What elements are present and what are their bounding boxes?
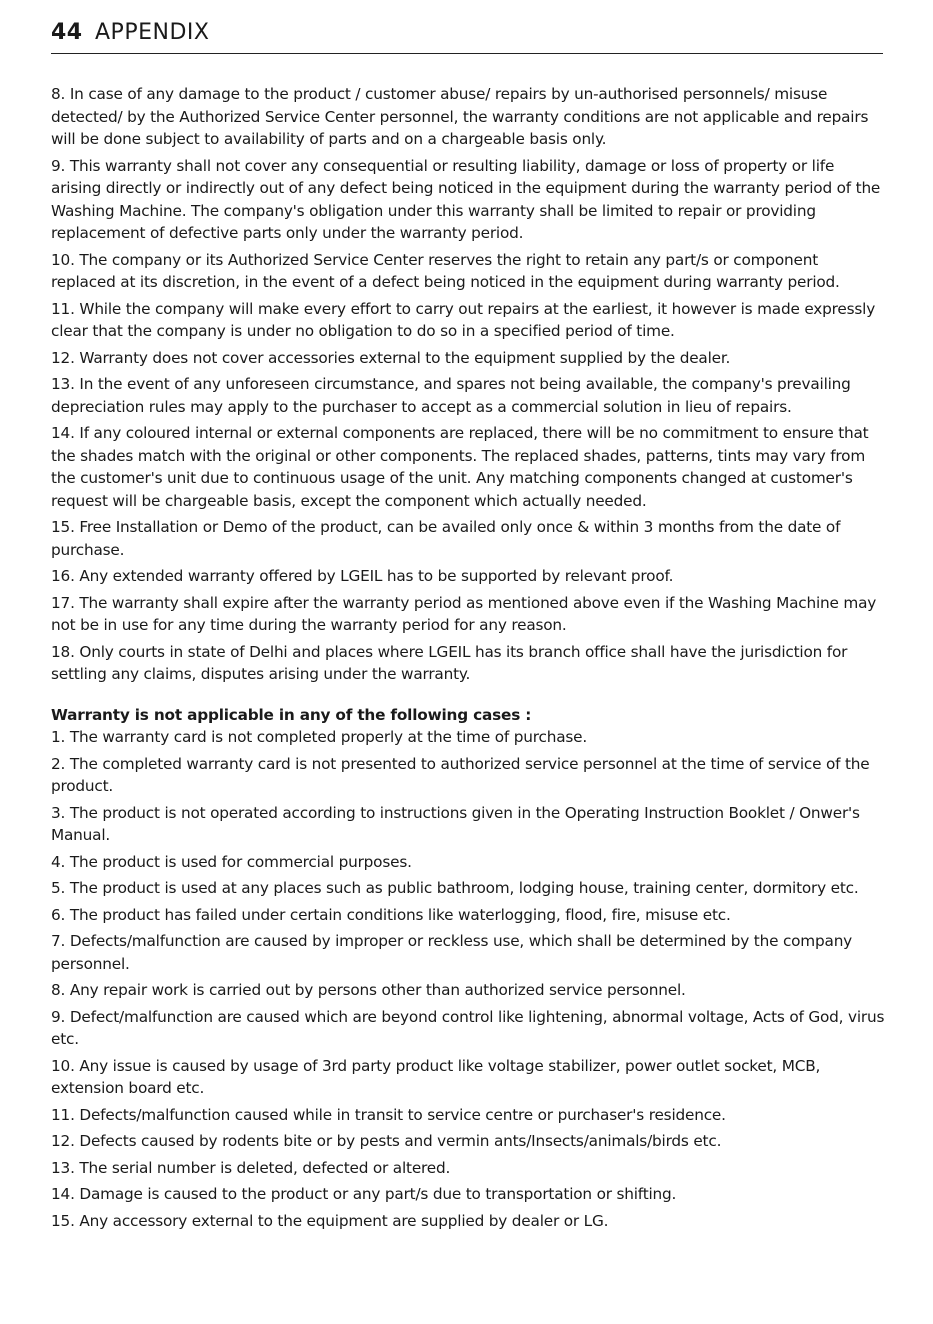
exclusion-item: 13. The serial number is deleted, defected or altered. <box>51 1158 451 1177</box>
exclusion-item: 10. Any issue is caused by usage of 3rd party product like voltage stabilizer, power outlet socket, MCB, extension board etc. <box>51 1056 821 1097</box>
warranty-term: 18. Only courts in state of Delhi and places where LGEIL has its branch office shall have the jurisdiction for settling any claims, disputes arising under the warranty. <box>51 642 848 683</box>
warranty-term: 17. The warranty shall expire after the warranty period as mentioned above even if the Washing Machine may not be in use for any time during the warranty period for any reason. <box>51 593 877 634</box>
exclusion-item: 9. Defect/malfunction are caused which are beyond control like lightening, abnormal voltage, Acts of God, virus etc. <box>51 1007 885 1048</box>
exclusion-item: 7. Defects/malfunction are caused by improper or reckless use, which shall be determined by the company personnel. <box>51 932 853 973</box>
warranty-term: 10. The company or its Authorized Service Center reserves the right to retain any part/s or component replaced at its discretion, in the event of a defect being noticed in the equipment during warranty period. <box>51 250 840 291</box>
warranty-term: 11. While the company will make every effort to carry out repairs at the earliest, it however is made expressly clear that the company is under no obligation to do so in a specified period of time. <box>51 299 876 340</box>
exclusions-list <box>51 726 885 1232</box>
warranty-term: 12. Warranty does not cover accessories external to the equipment supplied by the dealer. <box>51 348 731 367</box>
warranty-term: 16. Any extended warranty offered by LGEIL has to be supported by relevant proof. <box>51 567 674 585</box>
exclusion-item: 3. The product is not operated according to instructions given in the Operating Instruction Booklet / Onwer's Manual. <box>51 803 860 844</box>
exclusion-item: 15. Any accessory external to the equipment are supplied by dealer or LG. <box>51 1211 609 1230</box>
warranty-term: 8. In case of any damage to the product / customer abuse/ repairs by un-authorised personnels/ misuse detected/ by the Authorized Service Center personnel, the warranty conditions are not applicable and repairs will be done subject to availability of parts and on a chargeable basis only. <box>51 85 869 148</box>
exclusion-item: 5. The product is used at any places such as public bathroom, lodging house, training center, dormitory etc. <box>51 879 859 897</box>
page-header <box>51 18 883 54</box>
warranty-terms-list <box>51 83 885 686</box>
exclusion-item: 6. The product has failed under certain conditions like waterlogging, flood, fire, misuse etc. <box>51 905 731 924</box>
exclusion-item: 1. The warranty card is not completed properly at the time of purchase. <box>51 728 588 746</box>
page-number: 44 <box>51 20 83 45</box>
section-title: APPENDIX <box>95 20 210 45</box>
exclusion-item: 14. Damage is caused to the product or any part/s due to transportation or shifting. <box>51 1185 677 1203</box>
exclusion-item: 12. Defects caused by rodents bite or by pests and vermin ants/Insects/animals/birds etc. <box>51 1132 722 1150</box>
exclusions-heading: Warranty is not applicable in any of the following cases : <box>51 705 532 724</box>
warranty-term: 13. In the event of any unforeseen circumstance, and spares not being available, the company's prevailing depreciation rules may apply to the purchaser to accept as a commercial solution in lieu of repairs. <box>51 375 851 416</box>
exclusion-item: 11. Defects/malfunction caused while in transit to service centre or purchaser's residence. <box>51 1105 726 1124</box>
warranty-term: 15. Free Installation or Demo of the product, can be availed only once & within 3 months from the date of purchase. <box>51 518 841 559</box>
exclusion-item: 8. Any repair work is carried out by persons other than authorized service personnel. <box>51 981 686 999</box>
warranty-term: 9. This warranty shall not cover any consequential or resulting liability, damage or loss of property or life arising directly or indirectly out of any defect being noticed in the equipment during the warranty period of the Washing Machine. The company's obligation under this warranty shall be limited to repair or providing replacement of defective parts only under the warranty period. <box>51 156 881 242</box>
exclusion-item: 2. The completed warranty card is not presented to authorized service personnel at the time of service of the product. <box>51 754 870 795</box>
warranty-text <box>51 83 885 1236</box>
warranty-term: 14. If any coloured internal or external components are replaced, there will be no commitment to ensure that the shades match with the original or other components. The replaced shades, patterns, tints may vary from the customer's unit due to continuous usage of the unit. Any matching components changed at customer's request will be chargeable basis, except the component which actually needed. <box>51 424 869 510</box>
exclusion-item: 4. The product is used for commercial purposes. <box>51 852 412 871</box>
